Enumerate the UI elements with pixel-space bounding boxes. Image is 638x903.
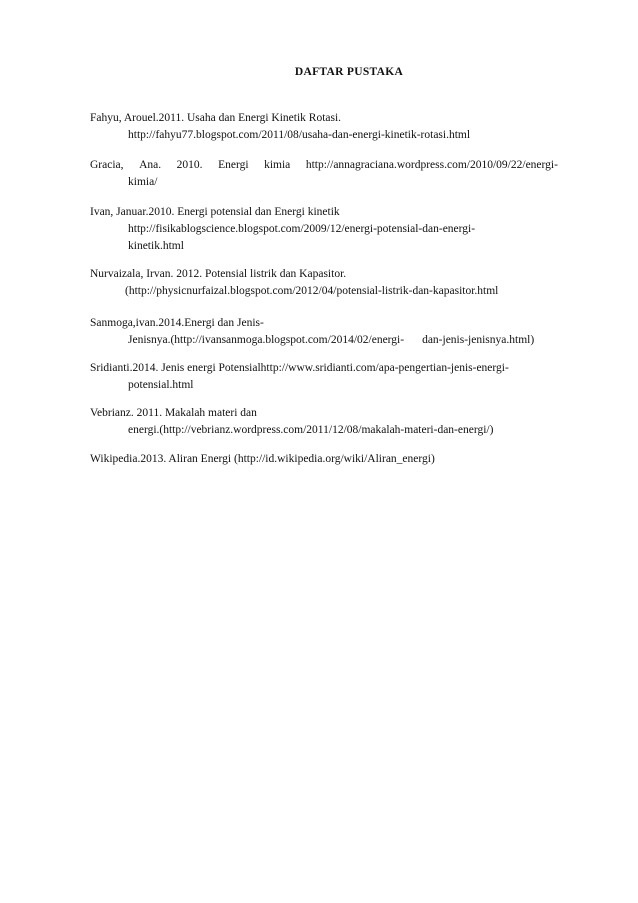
reference-line: Ivan, Januar.2010. Energi potensial dan Energi kinetik [90, 206, 340, 218]
reference-url: http://fisikablogscience.blogspot.com/2009/12/energi-potensial-dan-energi- [128, 223, 476, 235]
reference-word: 2010. [176, 159, 203, 171]
reference-url-continuation: kinetik.html [128, 240, 184, 252]
reference-entry [90, 266, 550, 300]
reference-url: energi.(http://vebrianz.wordpress.com/2011/12/08/makalah-materi-dan-energi/) [128, 424, 494, 436]
reference-line: Fahyu, Arouel.2011. Usaha dan Energi Kinetik Rotasi. [90, 112, 342, 124]
reference-word: Gracia, [90, 159, 124, 171]
reference-url: (http://physicnurfaizal.blogspot.com/2012/04/potensial-listrik-dan-kapasitor.html [125, 285, 499, 297]
reference-entry [90, 451, 550, 468]
reference-entry [90, 110, 550, 144]
reference-line: Sanmoga,ivan.2014.Energi dan Jenis- [90, 317, 264, 329]
reference-entry [90, 360, 550, 394]
reference-word: Ana. [139, 159, 162, 171]
reference-line: Vebrianz. 2011. Makalah materi dan [90, 407, 257, 419]
reference-entry [90, 405, 550, 439]
reference-justified-line [90, 157, 558, 174]
reference-word: kimia [264, 159, 291, 171]
reference-url: http://fahyu77.blogspot.com/2011/08/usaha-dan-energi-kinetik-rotasi.html [128, 129, 471, 141]
reference-line: Nurvaizala, Irvan. 2012. Potensial listrik dan Kapasitor. [90, 268, 347, 280]
page-title: DAFTAR PUSTAKA [294, 66, 404, 78]
reference-word: Energi [218, 159, 249, 171]
reference-line: Wikipedia.2013. Aliran Energi (http://id.wikipedia.org/wiki/Aliran_energi) [90, 453, 435, 465]
reference-url: http://annagraciana.wordpress.com/2010/09/22/energi- [305, 159, 558, 171]
reference-url-continuation: dan-jenis-jenisnya.html) [422, 334, 535, 346]
reference-url: Jenisnya.(http://ivansanmoga.blogspot.com/2014/02/energi- [128, 334, 405, 346]
reference-entry [90, 157, 558, 191]
reference-url-line [90, 332, 550, 349]
reference-entry [90, 204, 550, 255]
reference-url-continuation: potensial.html [128, 379, 194, 391]
reference-url-continuation: kimia/ [128, 176, 158, 188]
reference-line: Sridianti.2014. Jenis energi Potensialhttp://www.sridianti.com/apa-pengertian-jenis-energi- [90, 362, 509, 374]
reference-entry [90, 315, 550, 349]
